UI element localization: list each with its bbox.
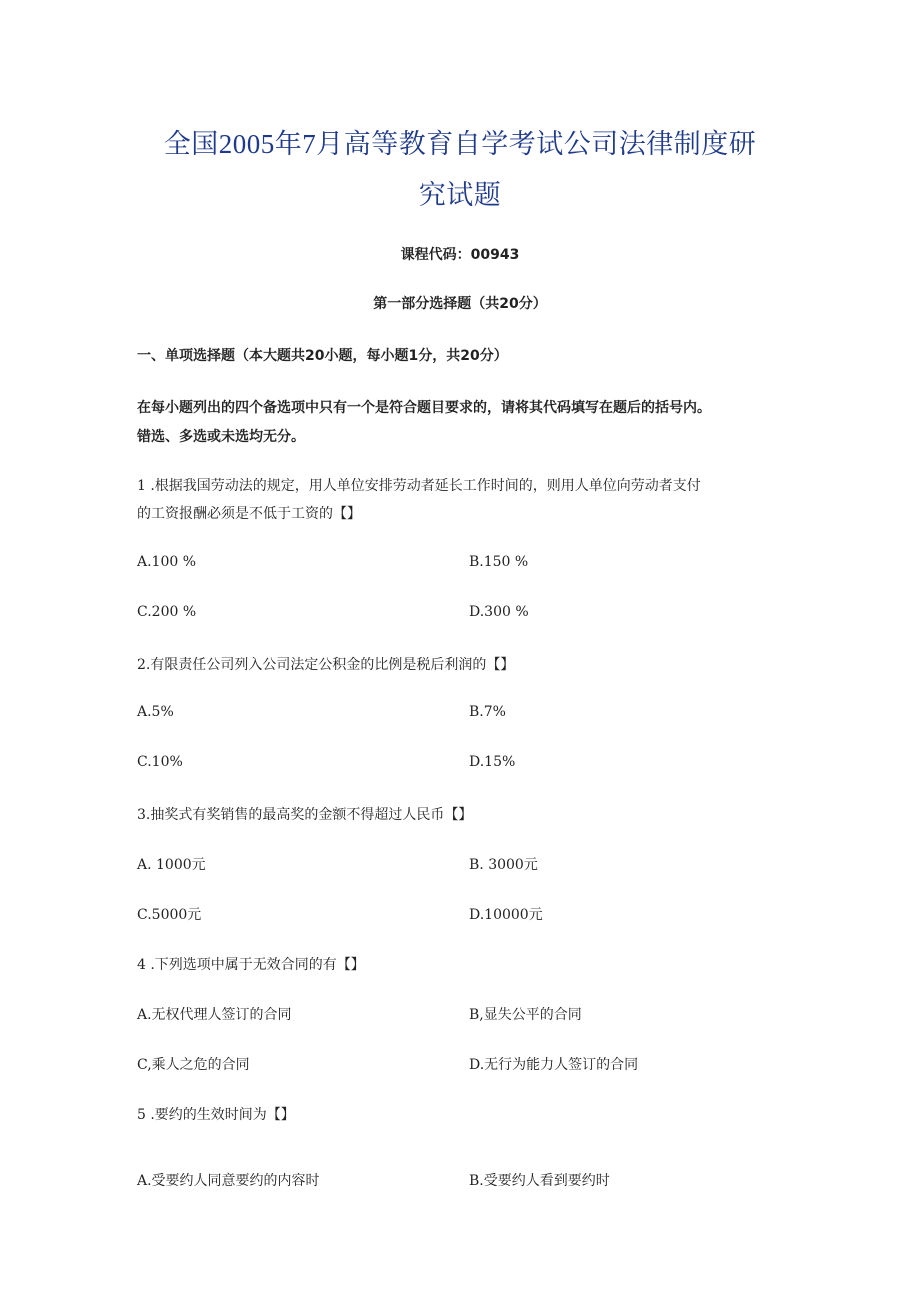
option-b: B,显失公平的合同 (469, 1007, 582, 1023)
question-stem: 5 .要约的生效时间为【】 (137, 1107, 295, 1123)
option-d: D.15% (469, 754, 516, 770)
section-heading: 一、单项选择题（本大题共20小题，每小题1分，共20分） (137, 348, 508, 364)
option-d: D.300 % (469, 604, 529, 620)
question-stem: 1 .根据我国劳动法的规定，用人单位安排劳动者延长工作时间的，则用人单位向劳动者支付 (137, 478, 701, 494)
exam-title-line2: 究试题 (418, 180, 502, 210)
option-d: D.10000元 (469, 907, 543, 923)
option-b: B.受要约人看到要约时 (469, 1173, 610, 1189)
option-c: C.5000元 (137, 907, 202, 923)
question-stem: 的工资报酬必须是不低于工资的【】 (137, 506, 361, 522)
question-stem: 2.有限责任公司列入公司法定公积金的比例是税后利润的【】 (137, 657, 515, 673)
course-code: 课程代码：00943 (400, 247, 520, 263)
option-a: A.100 % (137, 554, 197, 570)
option-a: A.5% (137, 704, 174, 720)
instruction-line: 在每小题列出的四个备选项中只有一个是符合题目要求的，请将其代码填写在题后的括号内。 (137, 400, 711, 416)
option-c: C.200 % (137, 604, 197, 620)
option-d: D.无行为能力人签订的合同 (469, 1057, 639, 1073)
option-a: A.受要约人同意要约的内容时 (137, 1173, 320, 1189)
part-heading: 第一部分选择题（共20分） (373, 296, 547, 312)
option-b: B. 3000元 (469, 857, 538, 873)
option-b: B.150 % (469, 554, 529, 570)
option-c: C.10% (137, 754, 183, 770)
question-stem: 3.抽奖式有奖销售的最高奖的金额不得超过人民币【】 (137, 807, 473, 823)
option-c: C,乘人之危的合同 (137, 1057, 250, 1073)
option-a: A.无权代理人签订的合同 (137, 1007, 292, 1023)
question-stem: 4 .下列选项中属于无效合同的有【】 (137, 957, 365, 973)
exam-title-line1: 全国2005年7月高等教育自学考试公司法律制度研 (163, 129, 757, 159)
option-a: A. 1000元 (137, 857, 206, 873)
option-b: B.7% (469, 704, 506, 720)
instruction-line: 错选、多选或未选均无分。 (137, 429, 305, 445)
